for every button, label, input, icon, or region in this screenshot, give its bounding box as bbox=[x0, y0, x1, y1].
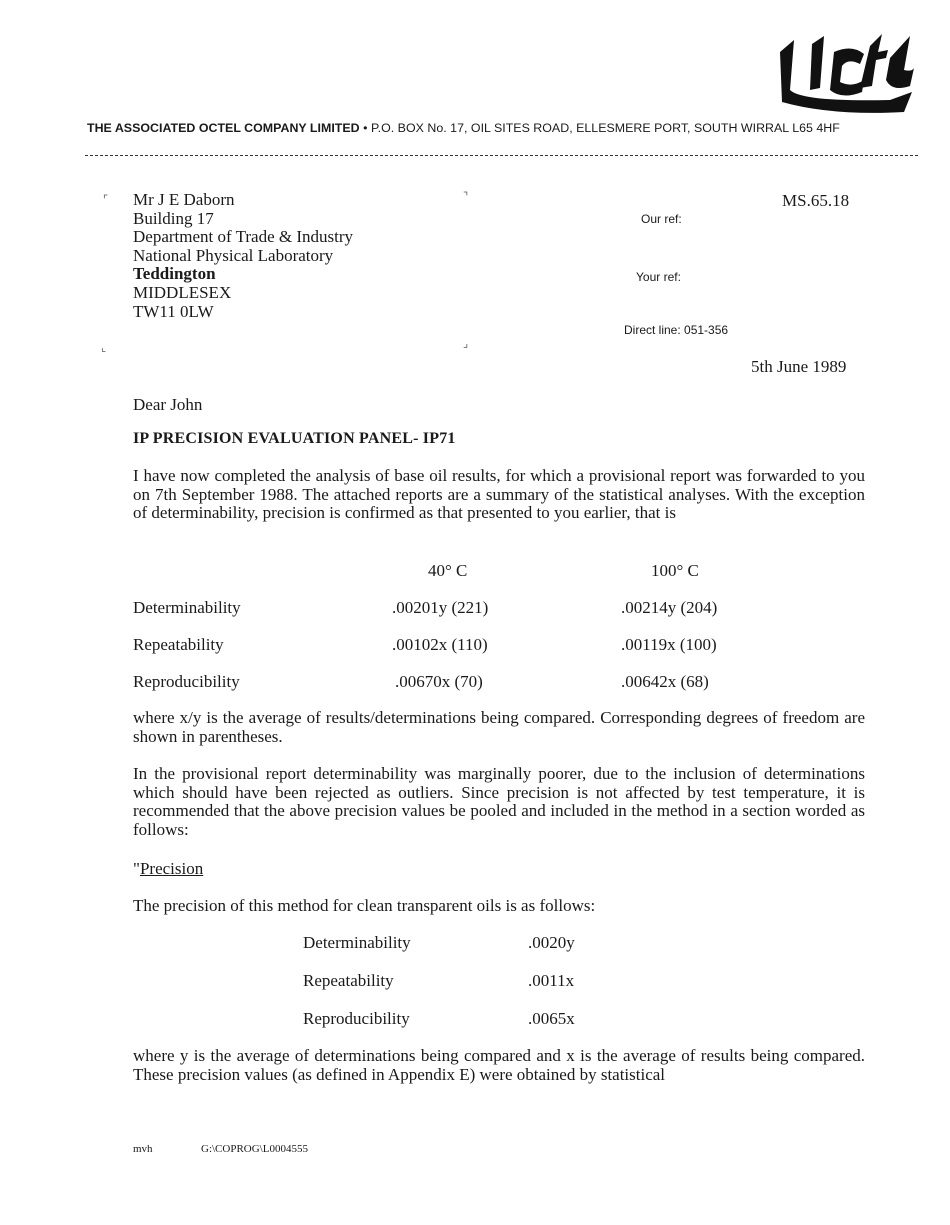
address-line: Mr J E Daborn bbox=[133, 190, 235, 209]
address-line: Department of Trade & Industry bbox=[133, 227, 354, 247]
address-window-mark: ⌟ bbox=[463, 338, 469, 350]
table-cell: .00214y (204) bbox=[621, 598, 718, 617]
letter-date: 5th June 1989 bbox=[751, 357, 847, 376]
table2-cell: .0011x bbox=[528, 971, 575, 990]
document-reference: MS.65.18 bbox=[782, 191, 850, 210]
table-header-100c: 100° C bbox=[651, 561, 699, 580]
table-row-label: Determinability bbox=[133, 598, 241, 617]
letterhead-bullet: • bbox=[363, 121, 368, 135]
address-window-mark: ⌞ bbox=[101, 342, 107, 354]
your-ref-label: Your ref: bbox=[636, 270, 681, 284]
address-window-mark: ⌝ bbox=[463, 191, 469, 203]
address-town: Teddington bbox=[133, 264, 216, 284]
precision-heading bbox=[133, 859, 203, 879]
table-cell: .00201y (221) bbox=[392, 598, 489, 617]
table-cell: .00102x (110) bbox=[392, 635, 488, 654]
address-county: MIDDLESEX bbox=[133, 282, 232, 302]
table-cell: .00670x (70) bbox=[395, 672, 483, 691]
table2-cell: .0020y bbox=[528, 933, 575, 952]
company-name: THE ASSOCIATED OCTEL COMPANY LIMITED bbox=[87, 121, 360, 135]
table-cell: .00642x (68) bbox=[621, 672, 709, 691]
address-line: Building 17 bbox=[133, 208, 214, 228]
salutation: Dear John bbox=[133, 395, 203, 414]
table-cell: .00119x (100) bbox=[621, 635, 717, 654]
direct-line: Direct line: 051-356 bbox=[624, 323, 729, 337]
company-address: P.O. BOX No. 17, OIL SITES ROAD, ELLESMERE PORT, SOUTH WIRRAL L65 4HF bbox=[370, 121, 840, 135]
table-row-label: Repeatability bbox=[133, 635, 224, 654]
letterhead bbox=[87, 121, 840, 135]
address-postcode: TW11 0LW bbox=[133, 301, 214, 321]
paragraph-recommendation: In the provisional report determinability was marginally poorer, due to the inclusion of determinations which should have been rejected as outliers. Since precision is not affected by test temperature, it is recommended that the above precision values be pooled and included in the method in a section worded as follows: bbox=[133, 764, 865, 839]
table2-row-label: Determinability bbox=[303, 933, 411, 952]
precision-heading-text: Precision bbox=[139, 859, 204, 878]
paragraph-precision-intro: The precision of this method for clean transparent oils is as follows: bbox=[133, 896, 596, 915]
table-row-label: Reproducibility bbox=[133, 672, 240, 691]
table2-row-label: Reproducibility bbox=[303, 1009, 410, 1028]
table2-row-label: Repeatability bbox=[303, 971, 394, 990]
table2-cell: .0065x bbox=[528, 1009, 575, 1028]
footer-initials: mvh bbox=[133, 1143, 153, 1155]
address-line: National Physical Laboratory bbox=[133, 245, 334, 265]
letterhead-divider bbox=[85, 155, 918, 156]
paragraph-closing: where y is the average of determinations being compared and x is the average of results being compared. These precision values (as defined in Appendix E) were obtained by statistical bbox=[133, 1046, 865, 1084]
our-ref-label: Our ref: bbox=[641, 212, 682, 226]
quote-mark: " bbox=[133, 859, 140, 878]
recipient-address bbox=[133, 191, 353, 321]
footer-file-path: G:\COPROG\L0004555 bbox=[201, 1143, 308, 1155]
subject-heading: IP PRECISION EVALUATION PANEL- IP71 bbox=[133, 430, 456, 447]
table-header-40c: 40° C bbox=[428, 561, 468, 580]
company-logo bbox=[772, 30, 917, 115]
paragraph-intro: I have now completed the analysis of base oil results, for which a provisional report was forwarded to you on 7th September 1988. The attached reports are a summary of the statistical analyses. With the exception of determinability, precision is confirmed as that presented to you earlier, that is bbox=[133, 466, 865, 523]
paragraph-definitions: where x/y is the average of results/determinations being compared. Corresponding degrees of freedom are shown in parentheses. bbox=[133, 708, 865, 746]
address-window-mark: ⌜ bbox=[103, 194, 109, 206]
